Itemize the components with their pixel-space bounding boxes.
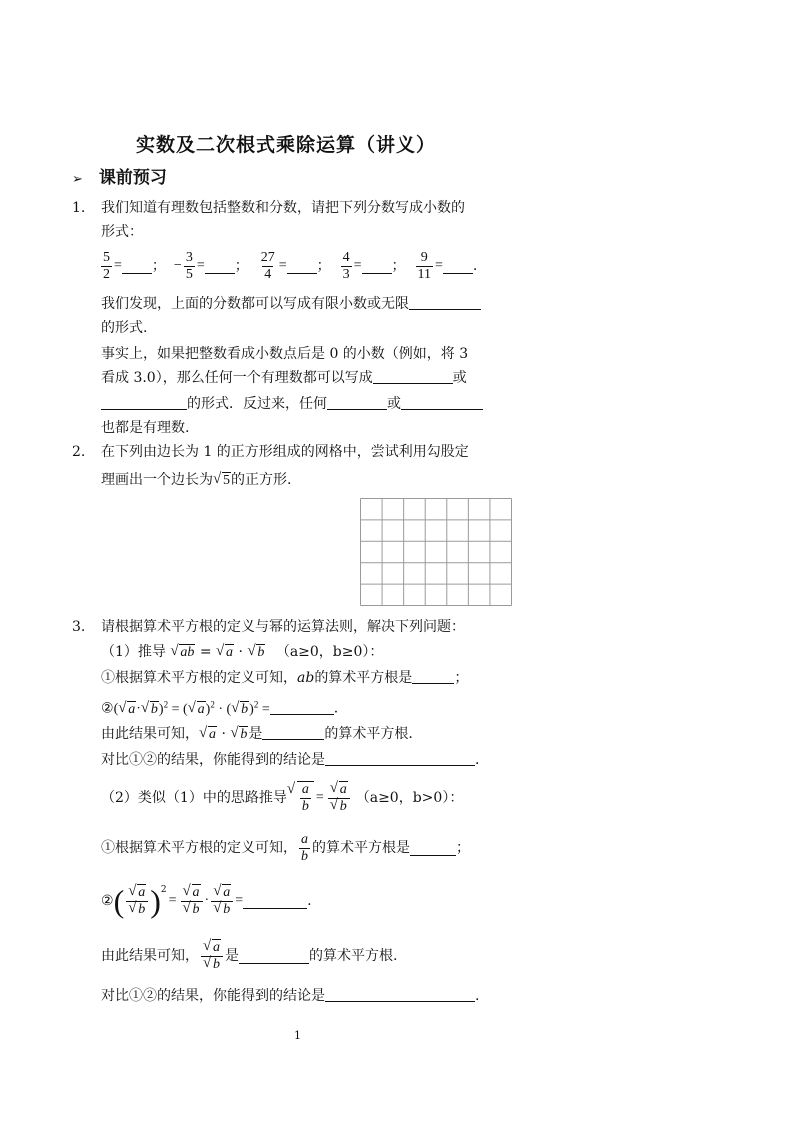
- q2-line2-text: 理画出一个边长为: [101, 472, 213, 488]
- separator: ；: [391, 258, 406, 274]
- q2-line1: 在下列由边长为 1 的正方形组成的网格中，尝试利用勾股定: [101, 444, 469, 460]
- sqrt-b: √ b: [141, 700, 159, 720]
- q1-fraction-row: [99, 246, 485, 286]
- fraction: [101, 250, 112, 283]
- page-number: 1: [294, 1029, 301, 1042]
- sqrt-a: √ a: [118, 700, 136, 720]
- denominator: 3: [342, 266, 350, 282]
- minus-sign: −: [173, 258, 182, 273]
- q1-line7-text: 的形式．反过来，任何: [187, 396, 327, 412]
- sqrt-a: √ a: [199, 725, 217, 745]
- result-end: 的算术平方根.: [324, 726, 413, 742]
- numerator: 3: [185, 249, 193, 265]
- sqrt-b: √ b: [230, 725, 248, 745]
- sqrt-a-over-b: √ $\frac{a}{b}$: [287, 781, 314, 815]
- answer-blank[interactable]: [327, 395, 387, 410]
- q1-number: 1.: [72, 200, 86, 216]
- q3-part1-heading: （1）推导 √ ab = √ a · √ b （a≥0，b≥0）：: [101, 642, 383, 663]
- q2-line2: [101, 470, 291, 491]
- step1-end: ；: [456, 840, 470, 856]
- q1-line3: [101, 294, 481, 314]
- denominator: 5: [185, 266, 193, 282]
- answer-blank[interactable]: [401, 395, 483, 410]
- step2-end: .: [333, 700, 339, 717]
- ab-var: ab: [297, 670, 315, 686]
- sqrt-a: √ a: [216, 643, 234, 663]
- q3-part2-step1: [101, 828, 470, 868]
- numerator: 4: [342, 249, 350, 265]
- fraction-item: [174, 250, 249, 283]
- equals-sign: =: [435, 258, 443, 273]
- q1-line5: 事实上，如果把整数看成小数点后是 0 的小数（例如，将 3: [101, 346, 469, 362]
- numerator: 27: [260, 249, 275, 265]
- q2-line2-end: 的正方形.: [231, 472, 292, 488]
- q1-line4: 的形式.: [101, 320, 148, 336]
- step2-mark: ②: [101, 700, 114, 717]
- answer-blank[interactable]: [205, 259, 235, 274]
- numerator: 5: [103, 249, 110, 265]
- sqrt-b: √ b: [231, 700, 249, 720]
- a-over-b: $\frac{a}{b}$: [301, 831, 308, 864]
- q1-line3-text: 我们发现，上面的分数都可以写成有限小数或无限: [101, 296, 409, 312]
- q1-line6: [101, 368, 467, 388]
- q3-part1-compare: [101, 750, 479, 770]
- sqrt-a-over-sqrt-b: √ a √ b: [328, 782, 350, 815]
- fraction: [259, 250, 277, 283]
- step2-mark: ②: [101, 893, 114, 909]
- answer-blank[interactable]: [101, 395, 187, 410]
- sqrt-a-over-sqrt-b: √ a √ b: [201, 940, 223, 973]
- answer-blank[interactable]: [243, 894, 307, 909]
- denominator: 4: [264, 266, 272, 282]
- page-title: 实数及二次根式乘除运算（讲义）: [136, 134, 437, 156]
- q3-part1-result: 由此结果可知，√ a · √ b是 的算术平方根.: [101, 724, 413, 745]
- answer-blank[interactable]: [362, 259, 392, 274]
- q3-part1-step2: ②(√ a·√ b)$^2$ = (√ a)$^2$ · (√ b)$^2$ = .: [101, 694, 338, 720]
- sqrt-a-over-sqrt-b: √ a √ b: [126, 885, 148, 918]
- fraction-list: [99, 250, 485, 283]
- part2-condition: （a≥0，b>0）：: [355, 790, 464, 806]
- step2-end: .: [307, 893, 312, 909]
- sqrt-b: √ b: [247, 643, 265, 663]
- result-is: 是: [248, 726, 263, 742]
- step1-text: ①根据算术平方根的定义可知，: [101, 670, 297, 686]
- step1-text: ①根据算术平方根的定义可知，: [101, 840, 297, 856]
- result-text: 由此结果可知，: [101, 726, 199, 742]
- fraction-item: [99, 250, 166, 283]
- arrow-bullet-icon: ➢: [72, 172, 83, 187]
- sqrt-ab: √ ab: [170, 643, 195, 663]
- result-text: 由此结果可知，: [101, 948, 199, 964]
- q3-intro: 请根据算术平方根的定义与幂的运算法则，解决下列问题：: [101, 619, 465, 635]
- section-heading: [72, 168, 167, 190]
- sqrt-a-over-sqrt-b: √ a √ b: [211, 885, 233, 918]
- separator: ；: [151, 258, 166, 274]
- separator: .: [472, 258, 478, 274]
- answer-blank[interactable]: [412, 669, 454, 684]
- equals-sign: =: [196, 258, 205, 273]
- answer-blank[interactable]: [287, 259, 317, 274]
- section-label: 课前预习: [98, 168, 167, 188]
- equals-sign: =: [353, 258, 362, 273]
- q1-line7-or: 或: [387, 396, 401, 412]
- separator: ；: [234, 258, 249, 274]
- q2-number: 2.: [72, 444, 86, 460]
- answer-blank[interactable]: [270, 700, 334, 715]
- compare-text: 对比①②的结果，你能得到的结论是: [101, 752, 325, 768]
- fraction: [184, 250, 195, 283]
- answer-blank[interactable]: [443, 259, 473, 274]
- q1-line8: 也都是有理数.: [101, 420, 190, 436]
- answer-blank[interactable]: [409, 295, 481, 310]
- result-is: 是: [225, 948, 239, 964]
- q3-part2-heading: （2）类似（1）中的思路推导 √ $\frac{a}{b}$ = √ a √ b （a≥0，b>0）：: [101, 776, 463, 820]
- q3-number: 3.: [72, 619, 86, 635]
- step1-end: ；: [454, 670, 469, 686]
- square-grid: [360, 498, 512, 606]
- part1-label: （1）推导: [101, 644, 166, 660]
- denominator: 2: [103, 266, 110, 282]
- q3-part2-step2: ② ( √ a √ b ) $^2$ = √ a √ b · √ a √ b = .: [101, 876, 312, 926]
- q1-line6-or: 或: [452, 370, 467, 386]
- equals-sign: =: [278, 258, 287, 273]
- separator: ；: [316, 258, 331, 274]
- compare-end: .: [475, 752, 480, 768]
- q1-line6-text: 看成 3.0），那么任何一个有理数都可以写成: [101, 370, 373, 386]
- sqrt-a: √ a: [188, 700, 206, 720]
- grid-svg: [360, 498, 512, 606]
- fraction: [416, 250, 433, 283]
- q1-line1: 我们知道有理数包括整数和分数，请把下列分数写成小数的: [101, 200, 465, 216]
- equals-sign: =: [114, 258, 122, 273]
- sqrt-five: √ 5: [213, 471, 231, 491]
- fraction-item: [339, 250, 406, 283]
- answer-blank[interactable]: [325, 987, 475, 1002]
- part1-condition: （a≥0，b≥0）：: [275, 644, 384, 660]
- answer-blank[interactable]: [239, 949, 309, 964]
- sqrt-a-over-sqrt-b: √ a √ b: [181, 885, 203, 918]
- q1-line7: [101, 394, 483, 414]
- answer-blank[interactable]: [410, 841, 456, 856]
- compare-text: 对比①②的结果，你能得到的结论是: [101, 988, 325, 1004]
- q3-part1-step1: [101, 668, 468, 688]
- answer-blank[interactable]: [262, 725, 324, 740]
- answer-blank[interactable]: [122, 259, 152, 274]
- step1-text-b: 的算术平方根是: [312, 840, 410, 856]
- fraction-item: [257, 250, 331, 283]
- step1-text-b: 的算术平方根是: [314, 670, 413, 686]
- answer-blank[interactable]: [325, 751, 475, 766]
- result-end: 的算术平方根.: [309, 948, 398, 964]
- q1-line2: 形式：: [101, 224, 143, 240]
- numerator: 9: [420, 249, 428, 265]
- denominator: 11: [417, 266, 432, 282]
- q3-part2-result: [101, 934, 397, 978]
- fraction: [341, 250, 352, 283]
- fraction-item: [414, 250, 478, 283]
- compare-end: .: [475, 988, 480, 1004]
- q3-part2-compare: [101, 986, 479, 1006]
- answer-blank[interactable]: [373, 369, 453, 384]
- part2-label: （2）类似（1）中的思路推导: [101, 790, 287, 806]
